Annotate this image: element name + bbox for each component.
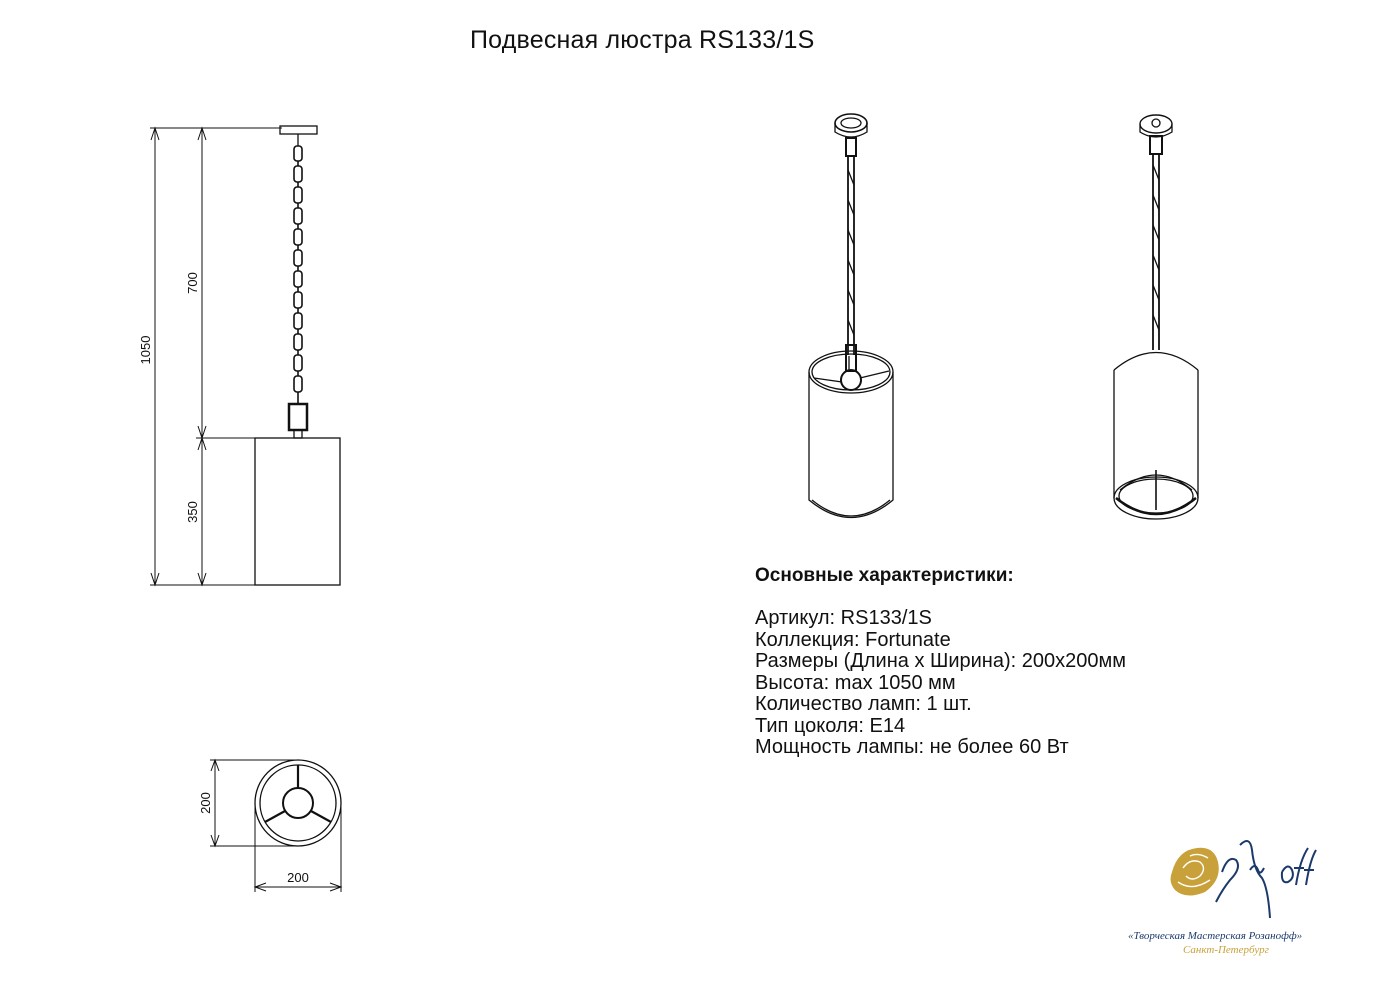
perspective-view-bottom xyxy=(1114,115,1198,519)
spec-lamp-count: Количество ламп: 1 шт. xyxy=(755,693,972,715)
spec-socket: Тип цоколя: E14 xyxy=(755,714,906,737)
top-view xyxy=(255,760,341,846)
perspective-view-top xyxy=(809,114,893,518)
top-view-socket xyxy=(283,788,313,818)
dimension-top-width: 200 xyxy=(287,870,309,885)
front-dimensions xyxy=(150,128,282,585)
front-elevation xyxy=(255,126,340,585)
top-view-dimensions xyxy=(210,760,341,892)
specs-heading: Основные характеристики: xyxy=(755,565,1014,586)
spec-collection: Коллекция: Fortunate xyxy=(755,628,951,651)
spec-power: Мощность лампы: не более 60 Вт xyxy=(755,736,1069,758)
shade xyxy=(255,438,340,585)
brand-logo xyxy=(1171,841,1316,918)
dimension-top-height: 200 xyxy=(198,792,213,814)
chain xyxy=(294,146,302,404)
bracket xyxy=(289,404,307,430)
brand-city: Санкт-Петербург xyxy=(1183,944,1269,956)
dimension-shade-height: 350 xyxy=(185,501,200,523)
dimension-total-height: 1050 xyxy=(138,335,153,365)
specs-list xyxy=(755,608,1126,759)
spec-size: Размеры (Длина x Ширина): 200x200мм xyxy=(755,650,1126,672)
page-title: Подвесная люстра RS133/1S xyxy=(470,26,815,54)
spec-article: Артикул: RS133/1S xyxy=(755,607,932,629)
dimension-chain-length: 700 xyxy=(185,272,200,294)
canopy xyxy=(280,126,317,134)
brand-name: «Творческая Мастерская Розанофф» xyxy=(1128,930,1303,942)
spec-height: Высота: max 1050 мм xyxy=(755,671,956,694)
